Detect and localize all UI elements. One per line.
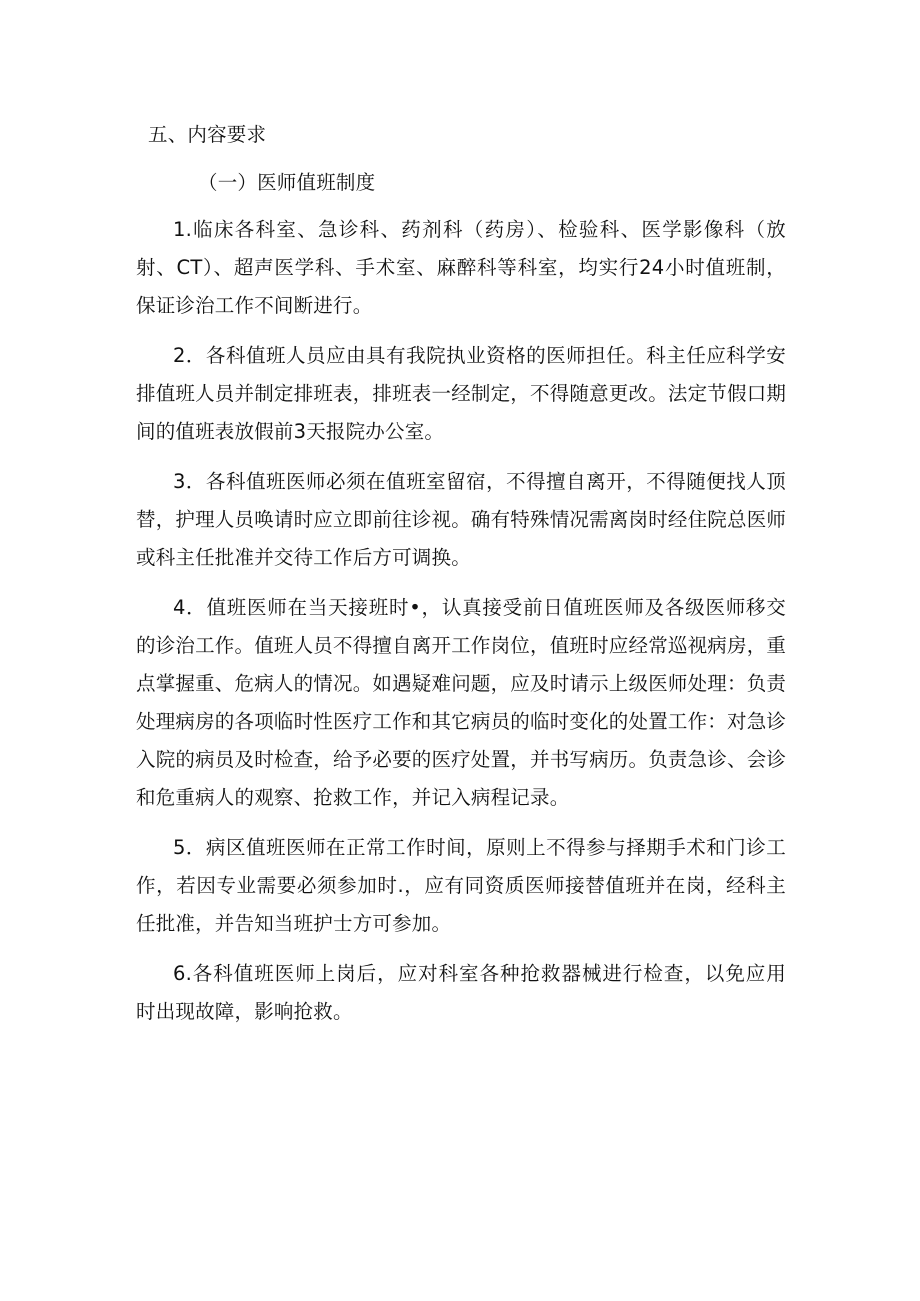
paragraph-line: 任批准，并告知当班护士方可参加。 xyxy=(136,912,452,935)
document-body xyxy=(136,116,786,1043)
paragraph-line: 6.各科值班医师上岗后，应对科室各种抢救器械进行检查，以免应用 xyxy=(173,962,786,985)
paragraph-line: 3．各科值班医师必须在值班室留宿，不得擅自离开，不得随便找人顶 xyxy=(173,470,786,493)
paragraph-line: 2．各科值班人员应由具有我院执业资格的医师担任。科主任应科学安 xyxy=(173,344,786,367)
paragraph-line: 替，护理人员唤请时应立即前往诊视。确有特殊情况需离岗时经住院总医师 xyxy=(136,508,787,531)
paragraph-line: 时出现故障，影响抢救。 xyxy=(136,1000,353,1023)
paragraph-line: 5．病区值班医师在正常工作时间，原则上不得参与择期手术和门诊工 xyxy=(173,836,786,859)
paragraph-line: 1.临床各科室、急诊科、药剂科（药房）、检验科、医学影像科（放 xyxy=(173,218,786,241)
paragraph-line: 间的值班表放假前3天报院办公室。 xyxy=(136,420,445,443)
paragraph-line: 4．值班医师在当天接班时•，认真接受前日值班医师及各级医师移交 xyxy=(173,596,786,619)
paragraph-4 xyxy=(136,589,786,817)
paragraph-line: 射、CT）、超声医学科、手术室、麻醉科等科室，均实行24小时值班制， xyxy=(136,256,786,279)
paragraph-line: 排值班人员并制定排班表，排班表一经制定，不得随意更改。法定节假口期 xyxy=(136,382,787,405)
paragraph-5 xyxy=(136,829,786,943)
paragraph-6 xyxy=(136,955,786,1031)
paragraph-line: 处理病房的各项临时性医疗工作和其它病员的临时变化的处置工作：对急诊 xyxy=(136,710,787,733)
paragraph-line: 或科主任批准并交待工作后方可调换。 xyxy=(136,546,471,569)
paragraph-line: 点掌握重、危病人的情况。如遇疑难问题，应及时请示上级医师处理：负责 xyxy=(136,672,787,695)
paragraph-line: 和危重病人的观察、抢救工作，并记入病程记录。 xyxy=(136,786,570,809)
paragraph-line: 的诊治工作。值班人员不得擅自离开工作岗位，值班时应经常巡视病房，重 xyxy=(136,634,787,657)
paragraph-2 xyxy=(136,337,786,451)
section-heading: 五、内容要求 xyxy=(148,123,267,146)
paragraph-line: 保证诊治工作不间断进行。 xyxy=(136,294,373,317)
paragraph-3 xyxy=(136,463,786,577)
paragraph-line: 作，若因专业需要必须参加时.，应有同资质医师接替值班并在岗，经科主 xyxy=(136,874,786,897)
paragraph-1 xyxy=(136,211,786,325)
subsection-heading: （一）医师值班制度 xyxy=(198,171,376,194)
paragraph-line: 入院的病员及时检查，给予必要的医疗处置，并书写病历。负责急诊、会诊 xyxy=(136,748,787,771)
